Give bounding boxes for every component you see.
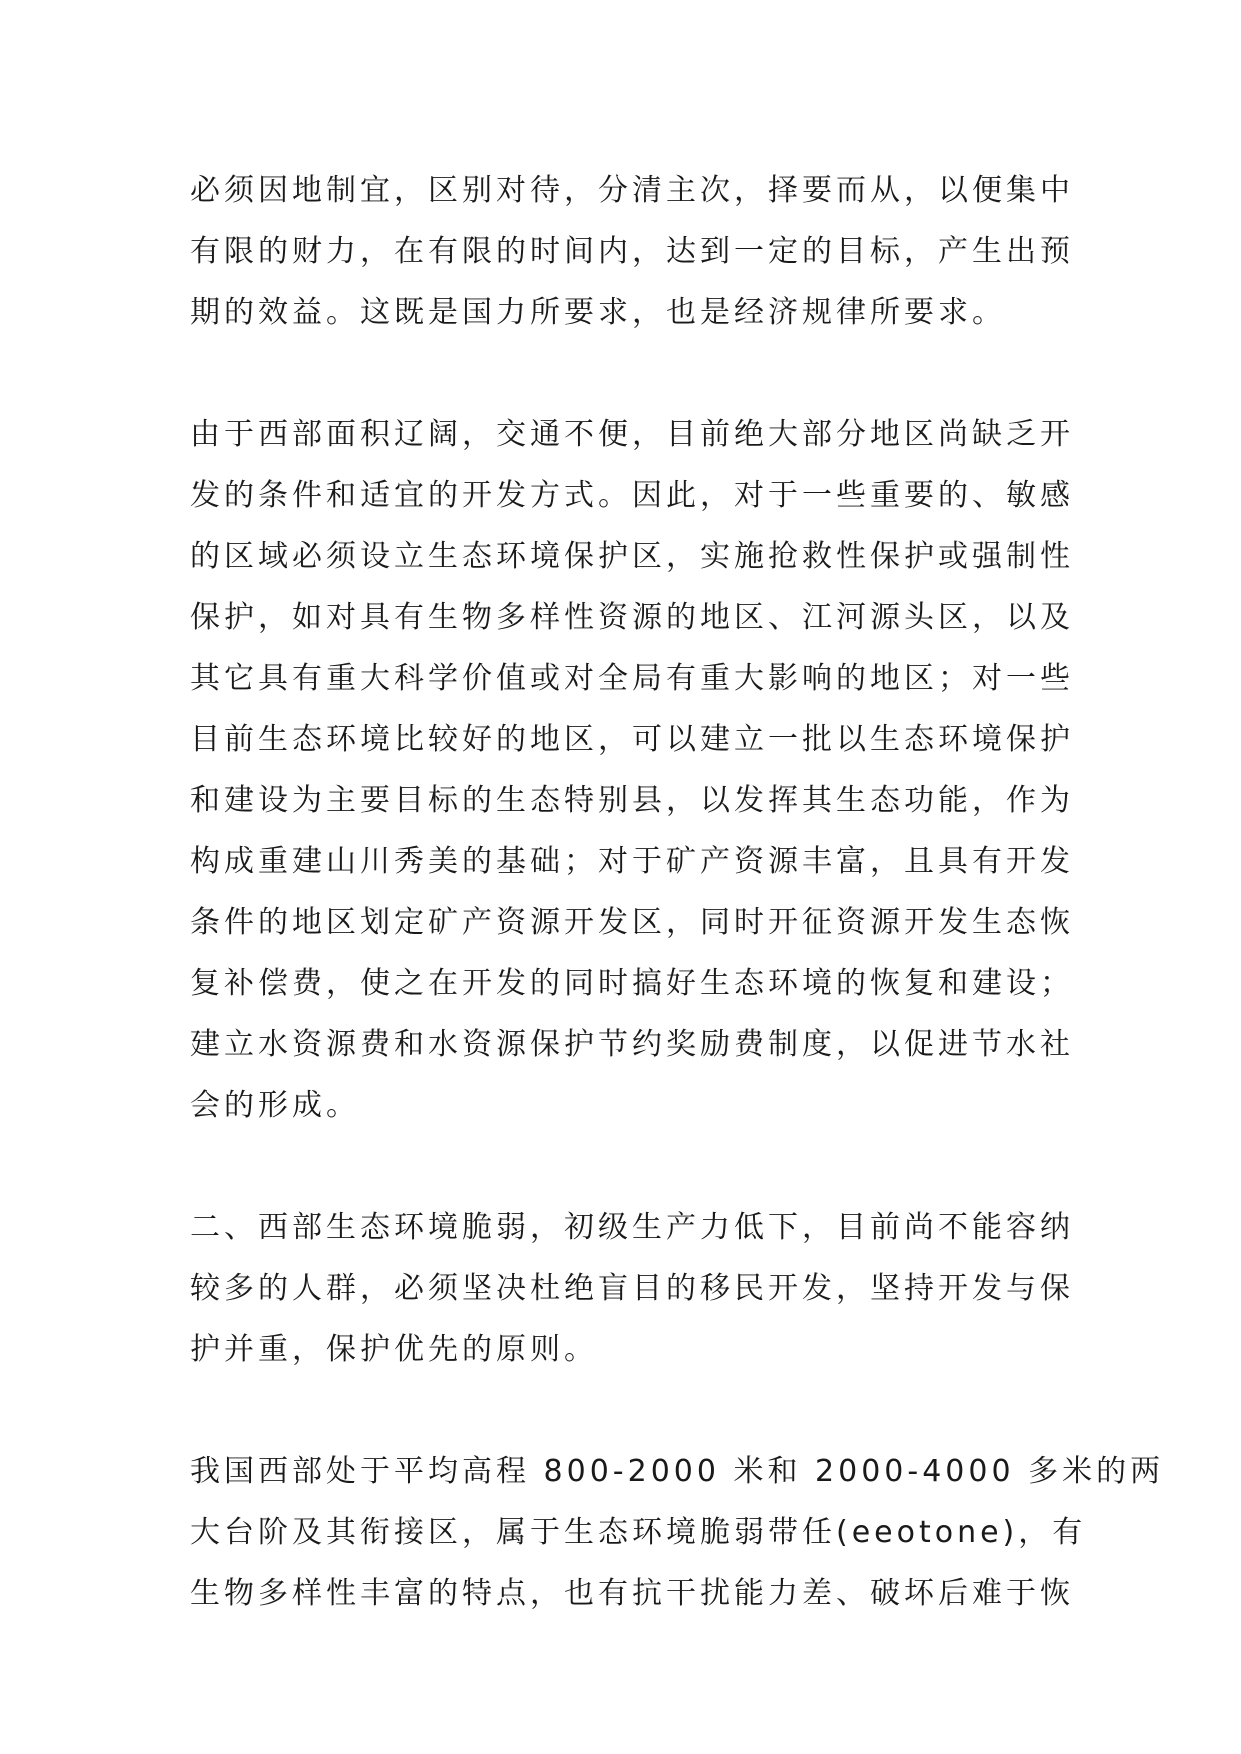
text-line: 条件的地区划定矿产资源开发区，同时开征资源开发生态恢 [190, 905, 1074, 940]
text-line: 生物多样性丰富的特点，也有抗干扰能力差、破坏后难于恢 [190, 1576, 1074, 1611]
text-line: 复补偿费，使之在开发的同时搞好生态环境的恢复和建设； [190, 966, 1074, 1001]
text-line: 会的形成。 [190, 1088, 360, 1123]
text-line: 的区域必须设立生态环境保护区，实施抢救性保护或强制性 [190, 539, 1074, 574]
text-line: 较多的人群，必须坚决杜绝盲目的移民开发，坚持开发与保 [190, 1271, 1074, 1306]
text-line: 二、西部生态环境脆弱，初级生产力低下，目前尚不能容纳 [190, 1210, 1074, 1245]
text-line: 建立水资源费和水资源保护节约奖励费制度，以促进节水社 [190, 1027, 1074, 1062]
paragraph-2 [190, 404, 1074, 1136]
text-line: 由于西部面积辽阔，交通不便，目前绝大部分地区尚缺乏开 [190, 417, 1074, 452]
paragraph-3 [190, 1197, 1074, 1380]
text-line: 保护，如对具有生物多样性资源的地区、江河源头区，以及 [190, 600, 1074, 635]
text-line: 必须因地制宜，区别对待，分清主次，择要而从，以便集中 [190, 173, 1074, 208]
text-line: 期的效益。这既是国力所要求，也是经济规律所要求。 [190, 295, 1006, 330]
text-line: 构成重建山川秀美的基础；对于矿产资源丰富，且具有开发 [190, 844, 1074, 879]
text-line: 发的条件和适宜的开发方式。因此，对于一些重要的、敏感 [190, 478, 1074, 513]
paragraph-4 [190, 1441, 1165, 1624]
text-line: 大台阶及其衔接区，属于生态环境脆弱带任(eeotone)，有 [190, 1515, 1087, 1550]
text-line: 其它具有重大科学价值或对全局有重大影响的地区；对一些 [190, 661, 1074, 696]
text-line: 护并重，保护优先的原则。 [190, 1332, 598, 1367]
text-line: 和建设为主要目标的生态特别县，以发挥其生态功能，作为 [190, 783, 1074, 818]
text-line: 有限的财力，在有限的时间内，达到一定的目标，产生出预 [190, 234, 1074, 269]
text-line: 我国西部处于平均高程 800-2000 米和 2000-4000 多米的两 [190, 1454, 1165, 1489]
paragraph-1 [190, 160, 1074, 343]
document-body [190, 160, 1165, 1624]
text-line: 目前生态环境比较好的地区，可以建立一批以生态环境保护 [190, 722, 1074, 757]
